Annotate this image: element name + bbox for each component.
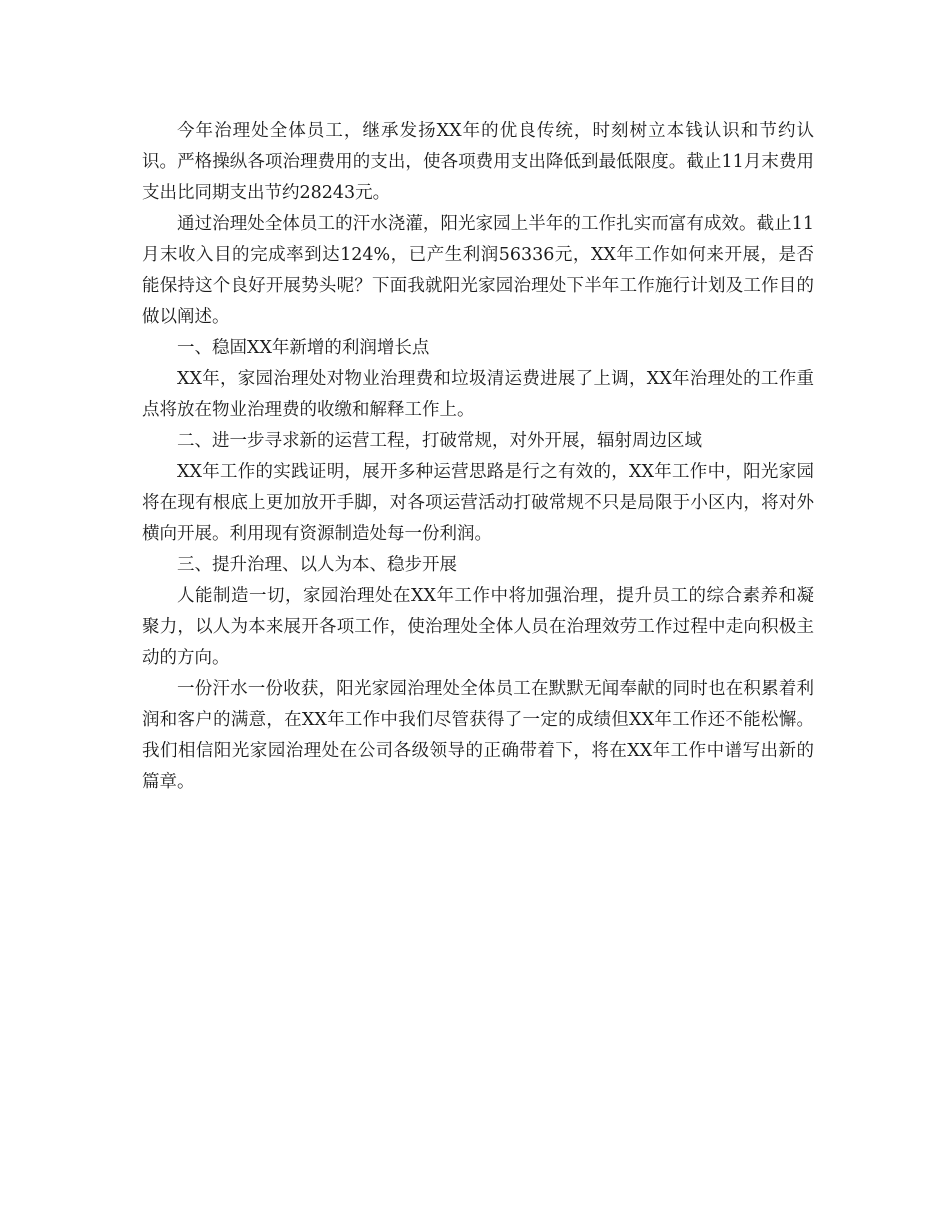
paragraph-section-1: XX年，家园治理处对物业治理费和垃圾清运费进展了上调，XX年治理处的工作重点将放在物业治理费的收缴和解释工作上。 <box>142 369 814 420</box>
paragraph-cost-saving: 今年治理处全体员工，继承发扬XX年的优良传统，时刻树立本钱认识和节约认识。严格操纵各项治理费用的支出，使各项费用支出降低到最低限度。截止11月末费用支出比同期支出节约28243元。 <box>142 121 814 203</box>
paragraph-conclusion: 一份汗水一份收获，阳光家园治理处全体员工在默默无闻奉献的同时也在积累着利润和客户的满意，在XX年工作中我们尽管获得了一定的成绩但XX年工作还不能松懈。我们相信阳光家园治理处在公司各级领导的正确带着下，将在XX年工作中谱写出新的篇章。 <box>142 679 814 792</box>
document-body <box>142 116 814 798</box>
paragraph-section-3: 人能制造一切，家园治理处在XX年工作中将加强治理，提升员工的综合素养和凝聚力，以人为本来展开各项工作，使治理处全体人员在治理效劳工作过程中走向积极主动的方向。 <box>142 586 814 668</box>
paragraph-section-2: XX年工作的实践证明，展开多种运营思路是行之有效的，XX年工作中，阳光家园将在现有根底上更加放开手脚，对各项运营活动打破常规不只是局限于小区内，将对外横向开展。利用现有资源制造处每一份利润。 <box>142 462 814 544</box>
section-heading-1: 一、稳固XX年新增的利润增长点 <box>177 338 430 358</box>
section-heading-3: 三、提升治理、以人为本、稳步开展 <box>177 555 457 575</box>
section-heading-2: 二、进一步寻求新的运营工程，打破常规，对外开展，辐射周边区域 <box>177 431 702 451</box>
paragraph-first-half-results: 通过治理处全体员工的汗水浇灌，阳光家园上半年的工作扎实而富有成效。截止11月末收入目的完成率到达124%，已产生利润56336元，XX年工作如何来开展，是否能保持这个良好开展势头呢？下面我就阳光家园治理处下半年工作施行计划及工作目的做以阐述。 <box>142 214 814 327</box>
